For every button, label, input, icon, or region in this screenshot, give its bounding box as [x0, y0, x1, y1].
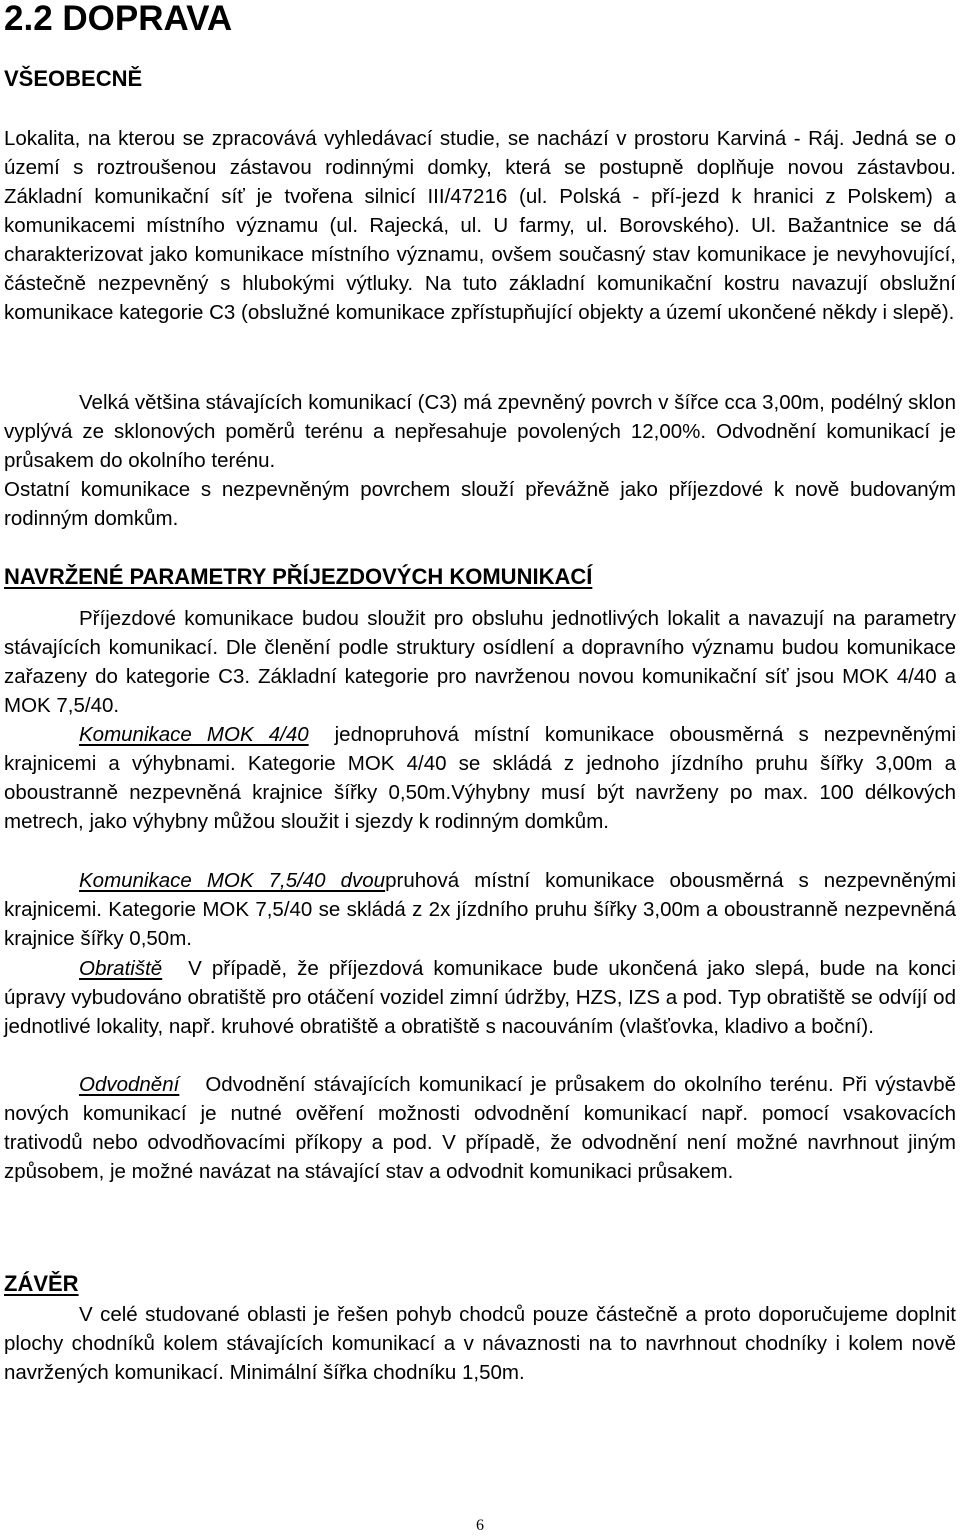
proposed-paragraph-obratiste	[4, 954, 956, 1041]
page-heading: 2.2 DOPRAVA	[4, 0, 233, 38]
proposed-paragraph-1-text: Příjezdové komunikace budou sloužit pro obsluhu jednotlivých lokalit a navazují na parametry stávajících komunikací. Dle členění podle struktury osídlení a dopravního významu budou komunikace zařazeny do kategorie C3. Základní kategorie pro navrženou novou komunikační síť jsou MOK 4/40 a MOK 7,5/40.	[4, 607, 956, 717]
odvodneni-description: Odvodnění stávajících komunikací je průsakem do okolního terénu. Při výstavbě nových komunikací je nutné ověření možnosti odvodnění komunikací např. pomocí vsakovacích trativodů nebo odvodňovacími příkopy a pod. V případě, že odvodnění není možné navrhnout jiným způsobem, je možné navázat na stávající stav a odvodnit komunikaci průsakem.	[4, 1073, 956, 1183]
section-title-conclusion: ZÁVĚR	[4, 1271, 79, 1296]
general-paragraph-3: Ostatní komunikace s nezpevněným povrchem slouží převážně jako příjezdové k nově budovaným rodinným domkům.	[4, 478, 956, 530]
obratiste-description: V případě, že příjezdová komunikace bude ukončená jako slepá, bude na konci úpravy vybudováno obratiště pro otáčení vozidel zimní údržby, HZS, IZS a pod. Typ obratiště se odvíjí od jednotlivé lokality, např. kruhové obratiště a obratiště s nacouváním (vlašťovka, kladivo a boční).	[4, 957, 956, 1038]
proposed-paragraph-mok7540	[4, 866, 956, 953]
conclusion-paragraph	[4, 1300, 956, 1387]
section-title-general: VŠEOBECNĚ	[4, 66, 143, 91]
general-paragraph-1: Lokalita, na kterou se zpracovává vyhledávací studie, se nachází v prostoru Karviná - Ráj. Jedná se o území s roztroušenou zástavou rodinnými domky, která se postupně doplňuje novou zástavbou. Základní komunikační síť je tvořena silnicí III/47216 (ul. Polská - pří-jezd k hranici z Polskem) a komunikacemi místního významu (ul. Rajecká, ul. U farmy, ul. Borovského). Ul. Bažantnice se dá charakterizovat jako komunikace místního významu, ovšem současný stav komunikace je nevyhovující, částečně nezpevněný s hlubokými výtluky. Na tuto základní komunikační kostru navazují obslužní komunikace kategorie C3 (obslužné komunikace zpřístupňující objekty a území ukončené někdy i slepě).	[4, 127, 956, 324]
proposed-paragraph-1	[4, 604, 956, 720]
general-paragraph-2	[4, 388, 956, 475]
proposed-paragraph-mok440	[4, 720, 956, 836]
term-mok-7-5-40: Komunikace MOK 7,5/40 dvou	[79, 869, 386, 892]
section-title-proposed: NAVRŽENÉ PARAMETRY PŘÍJEZDOVÝCH KOMUNIKACÍ	[4, 564, 593, 589]
term-odvodneni: Odvodnění	[79, 1073, 180, 1096]
page-number: 6	[476, 1517, 484, 1534]
proposed-paragraph-odvodneni	[4, 1070, 956, 1186]
mok-7-5-40-description: pruhová místní komunikace obousměrná s nezpevněnými krajnicemi. Kategorie MOK 7,5/40 se skládá z 2x jízdního pruhu šířky 3,00m a oboustranně nezpevněná krajnice šířky 0,50m.	[4, 869, 956, 950]
term-mok-4-40: Komunikace MOK 4/40	[79, 723, 309, 746]
term-obratiste: Obratiště	[79, 957, 163, 980]
mok-4-40-description: jednopruhová místní komunikace obousměrná s nezpevněnými krajnicemi a výhybnami. Kategorie MOK 4/40 se skládá z jednoho jízdního pruhu šířky 3,00m a oboustranně nezpevněná krajnice šířky 0,50m.Výhybny musí být navrženy po max. 100 délkových metrech, jako výhybny můžou sloužit i sjezdy k rodinným domkům.	[4, 723, 956, 833]
general-paragraph-2-text: Velká většina stávajících komunikací (C3) má zpevněný povrch v šířce cca 3,00m, podélný sklon vyplývá ze sklonových poměrů terénu a nepřesahuje povolených 12,00%. Odvodnění komunikací je průsakem do okolního terénu.	[4, 391, 956, 472]
conclusion-paragraph-text: V celé studované oblasti je řešen pohyb chodců pouze částečně a proto doporučujeme doplnit plochy chodníků kolem stávajících komunikací a v návaznosti na to navrhnout chodníky i kolem nově navržených komunikací. Minimální šířka chodníku 1,50m.	[4, 1303, 956, 1384]
